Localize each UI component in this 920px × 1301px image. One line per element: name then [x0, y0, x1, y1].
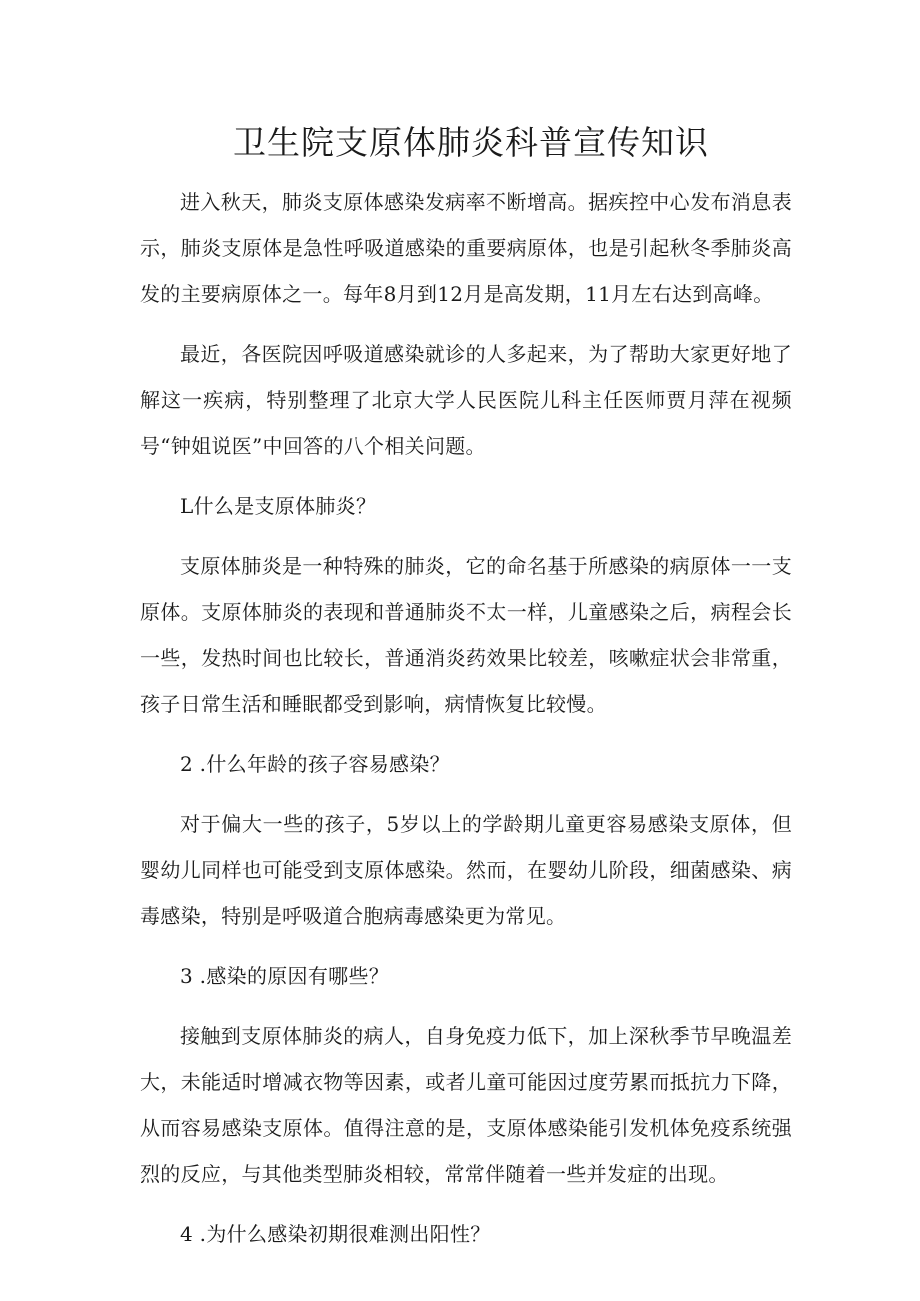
paragraph-background: 最近，各医院因呼吸道感染就诊的人多起来，为了帮助大家更好地了解这一疾病，特别整理了北京大学人民医院儿科主任医师贾月萍在视频号“钟姐说医”中回答的八个相关问题。: [140, 342, 792, 458]
paragraph-intro: 进入秋天，肺炎支原体感染发病率不断增高。据疾控中心发布消息表示，肺炎支原体是急性呼吸道感染的重要病原体，也是引起秋冬季肺炎高发的主要病原体之一。每年8月到12月是高发期，11月左右达到高峰。: [140, 190, 792, 306]
question-heading-1: L什么是支原体肺炎？: [180, 494, 377, 518]
document-body: [140, 179, 792, 1257]
question-heading-2: 2 .什么年龄的孩子容易感染？: [180, 752, 450, 776]
answer-paragraph-1: 支原体肺炎是一种特殊的肺炎，它的命名基于所感染的病原体一一支原体。支原体肺炎的表现和普通肺炎不太一样，儿童感染之后，病程会长一些，发热时间也比较长，普通消炎药效果比较差，咳嗽症状会非常重，孩子日常生活和睡眠都受到影响，病情恢复比较慢。: [140, 554, 792, 716]
answer-paragraph-3: 接触到支原体肺炎的病人，自身免疫力低下，加上深秋季节早晚温差大，未能适时增减衣物等因素，或者儿童可能因过度劳累而抵抗力下降，从而容易感染支原体。值得注意的是，支原体感染能引发机体免疫系统强烈的反应，与其他类型肺炎相较，常常伴随着一些并发症的出现。: [140, 1024, 792, 1186]
question-heading-4: 4 .为什么感染初期很难测出阳性？: [180, 1222, 491, 1246]
document-title: 卫生院支原体肺炎科普宣传知识: [233, 123, 709, 162]
answer-paragraph-2: 对于偏大一些的孩子，5岁以上的学龄期儿童更容易感染支原体，但婴幼儿同样也可能受到支原体感染。然而，在婴幼儿阶段，细菌感染、病毒感染，特别是呼吸道合胞病毒感染更为常见。: [140, 812, 792, 928]
question-heading-3: 3 .感染的原因有哪些？: [180, 964, 390, 988]
